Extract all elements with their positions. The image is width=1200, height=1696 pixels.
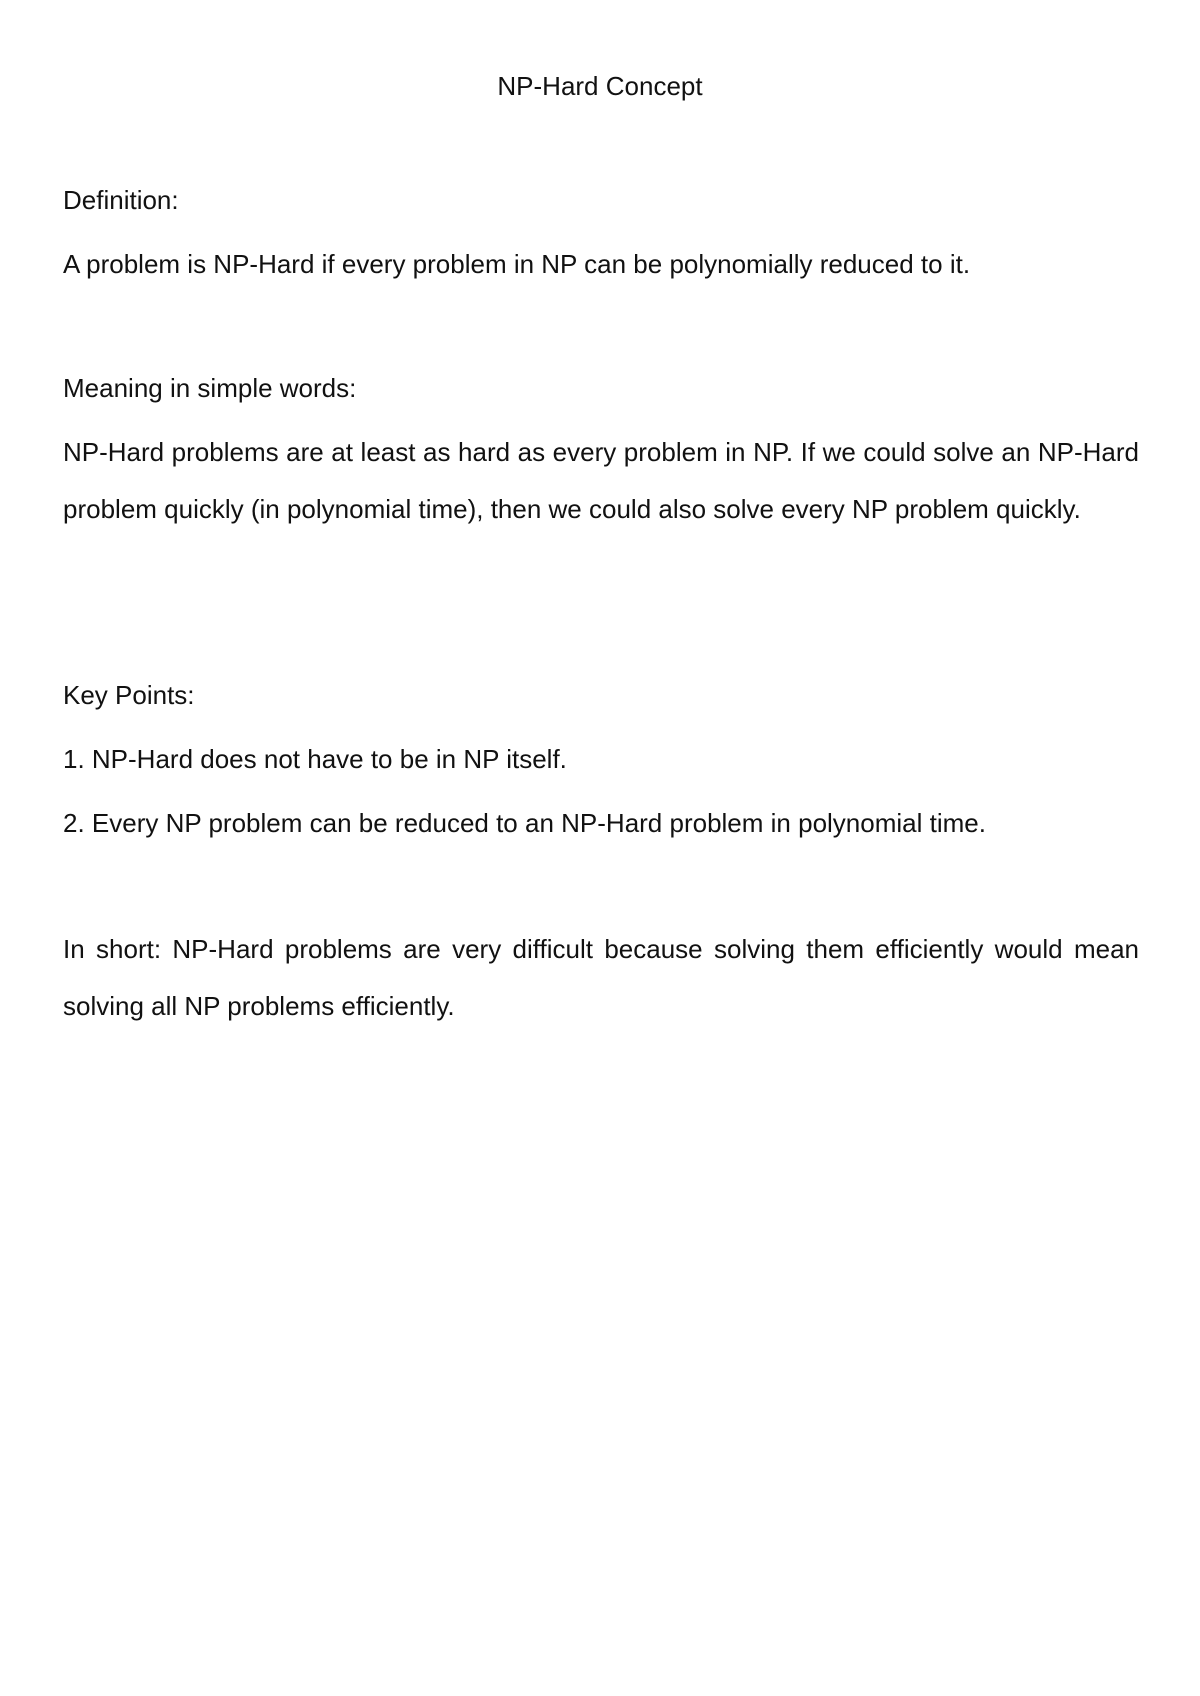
summary-text: In short: NP-Hard problems are very difficult because solving them efficiently would mean solving all NP problems efficiently. xyxy=(63,934,1139,1021)
meaning-text: NP-Hard problems are at least as hard as every problem in NP. If we could solve an NP-Hard problem quickly (in polynomial time), then we could also solve every NP problem quickly. xyxy=(63,437,1139,524)
document-title: NP-Hard Concept xyxy=(497,71,703,101)
meaning-heading: Meaning in simple words: xyxy=(63,373,357,403)
key-points-heading: Key Points: xyxy=(63,680,195,710)
key-point-item: 1. NP-Hard does not have to be in NP itself. xyxy=(63,744,567,774)
key-point-item: 2. Every NP problem can be reduced to an NP-Hard problem in polynomial time. xyxy=(63,808,986,838)
definition-text: A problem is NP-Hard if every problem in NP can be polynomially reduced to it. xyxy=(63,249,971,279)
definition-heading: Definition: xyxy=(63,185,179,215)
